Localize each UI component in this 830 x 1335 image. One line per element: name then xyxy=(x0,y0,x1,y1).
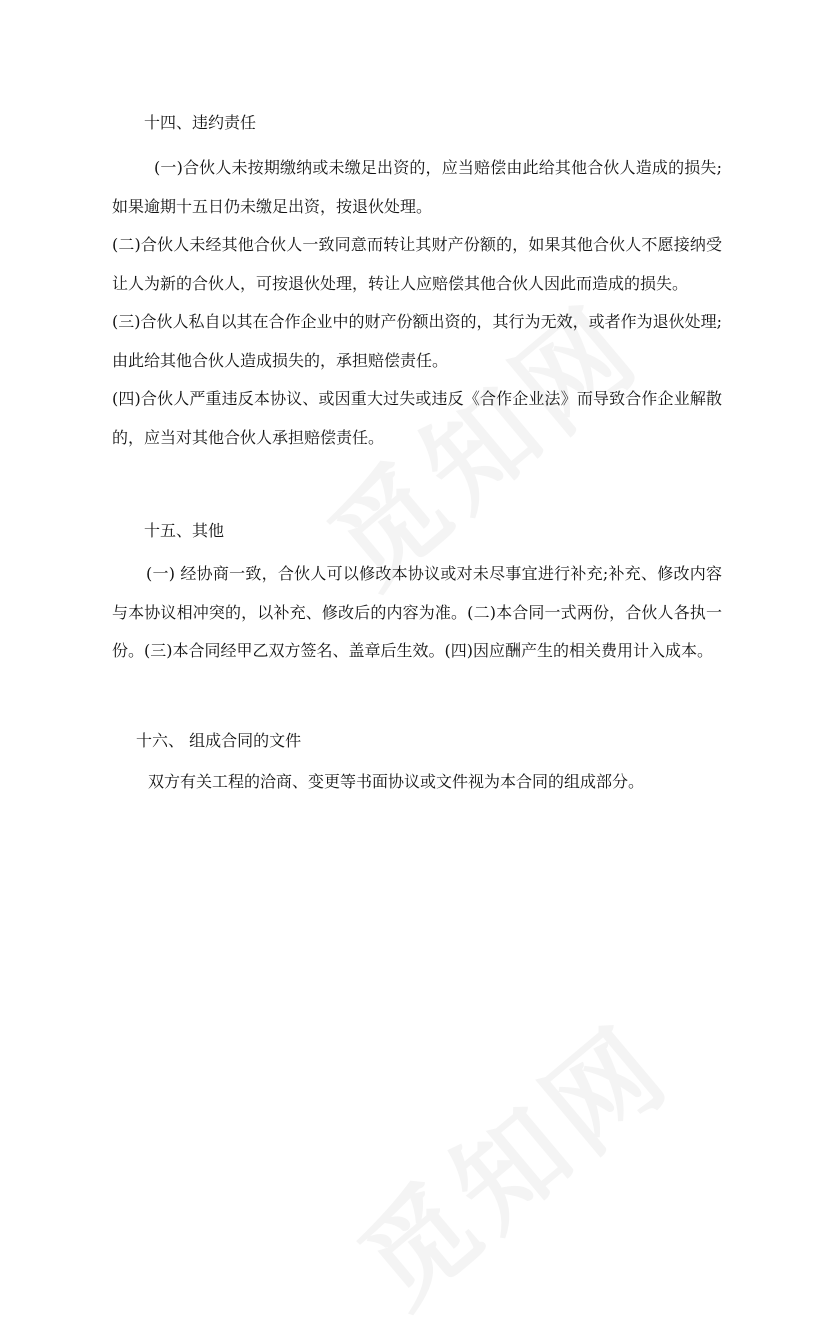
clause-16-body: 双方有关工程的洽商、变更等书面协议或文件视为本合同的组成部分。 xyxy=(148,771,645,791)
section-heading-15: 十五、其他 xyxy=(144,521,225,540)
watermark xyxy=(321,983,698,1335)
clause-14-2: (二)合伙人未经其他合伙人一致同意而转让其财产份额的，如果其他合伙人不愿接纳受让人为新的合伙人，可按退伙处理，转让人应赔偿其他合伙人因此而造成的损失。 xyxy=(112,235,722,293)
section-heading-14: 十四、违约责任 xyxy=(144,113,257,132)
clause-14-4: (四)合伙人严重违反本协议、或因重大过失或违反《合作企业法》而导致合作企业解散的，应当对其他合伙人承担赔偿责任。 xyxy=(112,389,722,447)
clause-15-body: (一) 经协商一致，合伙人可以修改本协议或对未尽事宜进行补充;补充、修改内容与本协议相冲突的，以补充、修改后的内容为准。(二)本合同一式两份，合伙人各执一份。(三)本合同经甲乙双方签名、盖章后生效。(四)因应酬产生的相关费用计入成本。 xyxy=(112,564,722,660)
section-heading-16: 十六、 组成合同的文件 xyxy=(136,730,302,750)
document-body xyxy=(112,105,722,801)
clause-14-1: (一)合伙人未按期缴纳或未缴足出资的，应当赔偿由此给其他合伙人造成的损失;如果逾期十五日仍未缴足出资，按退伙处理。 xyxy=(112,158,722,216)
clause-14-3: (三)合伙人私自以其在合作企业中的财产份额出资的，其行为无效，或者作为退伙处理;由此给其他合伙人造成损失的，承担赔偿责任。 xyxy=(112,312,722,370)
